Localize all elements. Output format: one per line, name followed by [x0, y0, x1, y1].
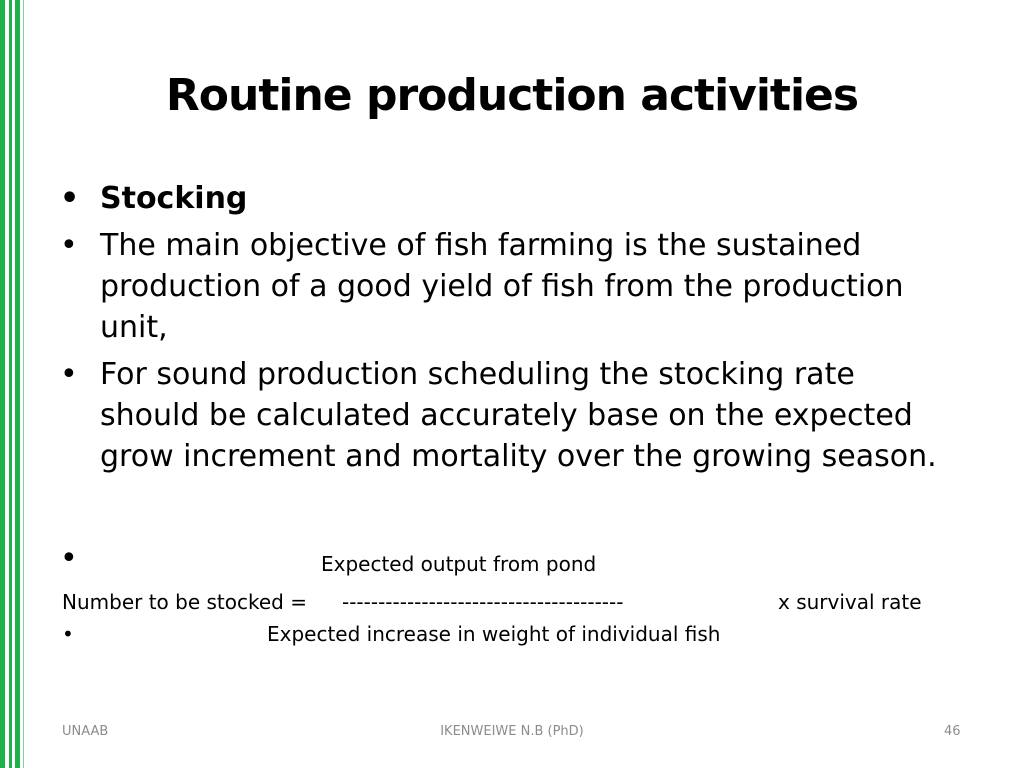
bullet-dot: • — [60, 181, 80, 216]
bullet-item — [60, 354, 960, 477]
bullet-list — [60, 178, 960, 477]
bullet-item — [60, 178, 960, 219]
bullet-text: For sound production scheduling the stocking rate should be calculated accurately base on the expected grow increment and mortality over the growing season. — [100, 357, 937, 474]
bullet-dot: • — [60, 228, 78, 263]
bullet-dot: • — [60, 541, 78, 576]
footer-left: UNAAB — [62, 724, 109, 739]
formula-multiplier: x survival rate — [778, 590, 922, 614]
formula-denominator: Expected increase in weight of individual fish — [267, 622, 721, 646]
slide-title: Routine production activities — [165, 70, 859, 121]
page-number: 46 — [944, 724, 961, 739]
formula-lhs: Number to be stocked = — [62, 590, 307, 614]
bullet-dot: • — [62, 622, 74, 646]
bullet-item — [60, 225, 960, 348]
footer-center: IKENWEIWE N.B (PhD) — [440, 724, 584, 739]
bullet-text: Stocking — [100, 181, 248, 216]
bullet-dot: • — [60, 357, 78, 392]
formula-fraction-bar: --------------------------------------- — [342, 590, 624, 614]
formula-numerator: Expected output from pond — [321, 552, 597, 576]
bullet-text: The main objective of fish farming is the sustained production of a good yield of fish from the production unit, — [100, 228, 904, 345]
